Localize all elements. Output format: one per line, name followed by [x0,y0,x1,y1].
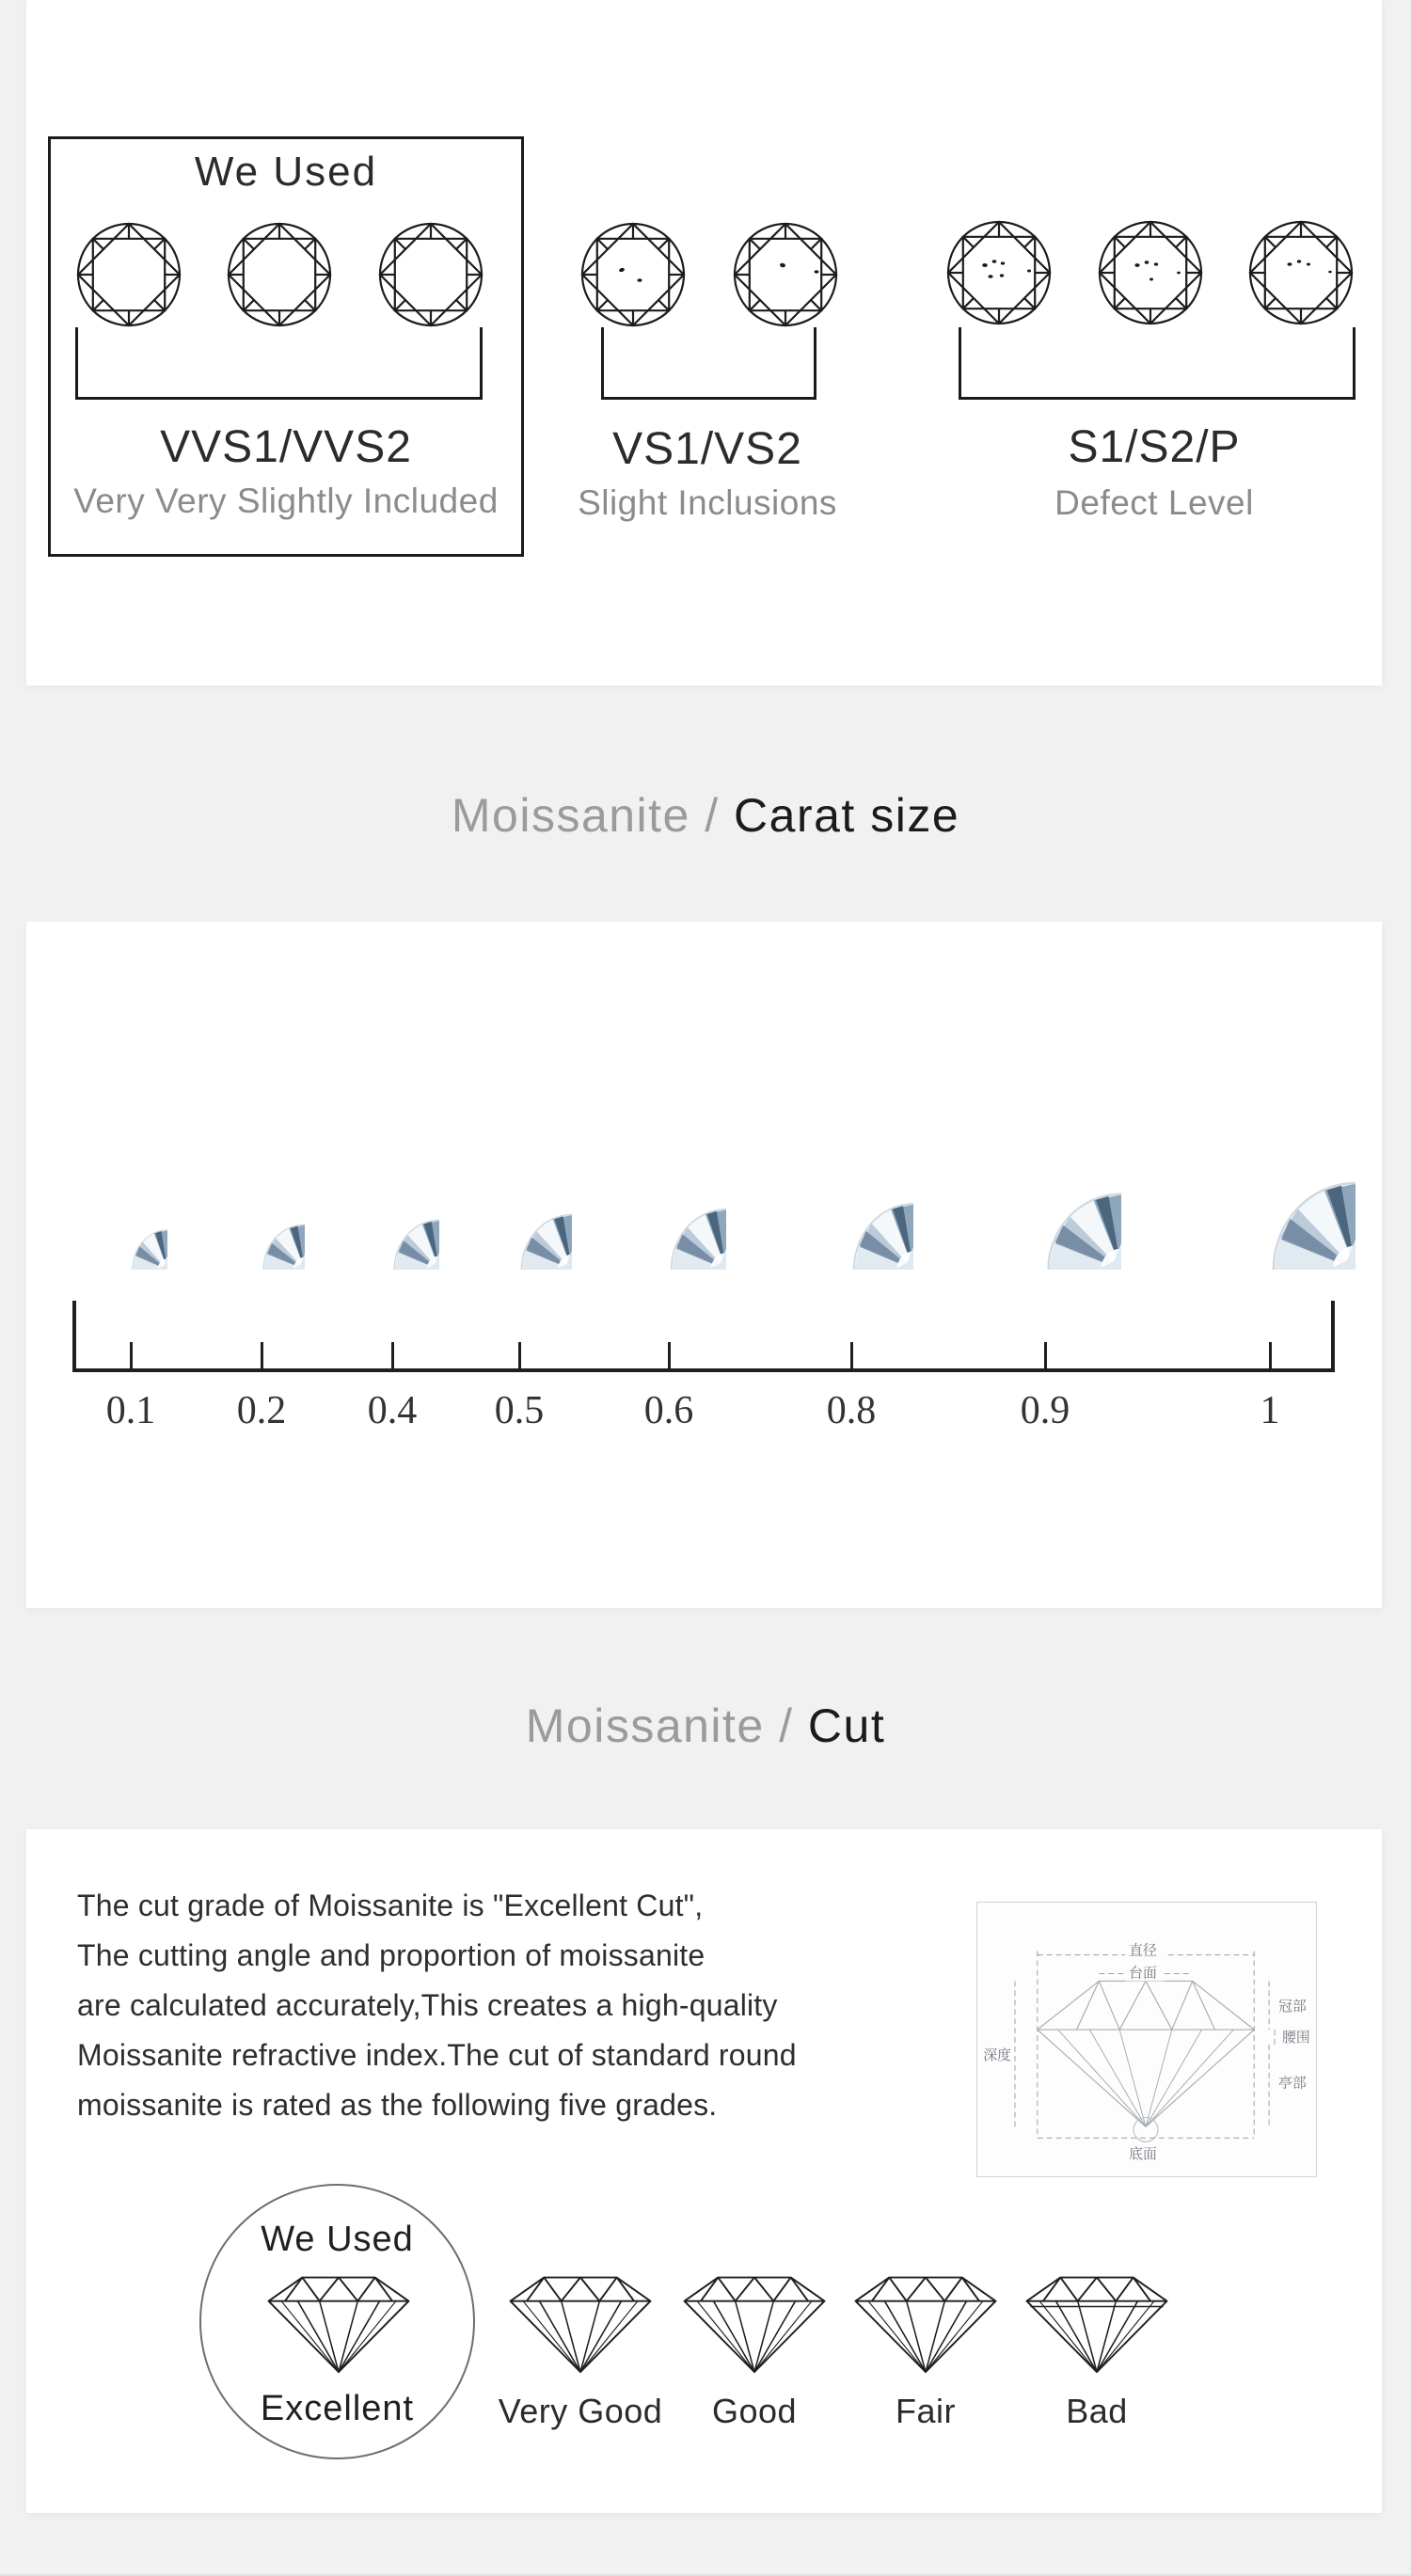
carat-ruler [72,1368,1335,1372]
ruler-end-bar [72,1301,76,1372]
cut-paragraph-line: are calculated accurately,This creates a high-quality [77,1988,778,2022]
gem-photo [218,1176,305,1270]
carat-size-label: 0.9 [1020,1389,1070,1432]
diagram-label-diameter: 直径 [1129,1943,1157,1959]
ruler-tick [668,1342,671,1368]
clarity-grade: VS1/VS2 [612,424,802,474]
diagram-label-crown: 冠部 [1278,1999,1307,2015]
section-title-text: Cut [807,1699,886,1752]
diagram-label-girdle: 腰围 [1282,2030,1310,2046]
cut-grade-label: Fair [896,2392,956,2430]
clarity-grade: S1/S2/P [1068,422,1241,472]
ruler-end-bar [1331,1301,1335,1372]
ruler-tick [1044,1342,1047,1368]
diagram-label-depth: 深度 [983,2047,1011,2063]
cut-paragraph-line: moissanite is rated as the following five grades. [77,2088,718,2122]
carat-size-label: 0.1 [105,1389,156,1432]
diamond-side-icon [500,2265,660,2376]
cut-diagram-sketch [977,1903,1316,2176]
ruler-tick [1269,1342,1272,1368]
diamond-top-icon [729,218,842,331]
carat-size-label: 0.4 [367,1389,418,1432]
carat-size-label: 0.5 [494,1389,545,1432]
ruler-tick [850,1342,853,1368]
cut-paragraph-line: The cut grade of Moissanite is "Excellent Cut", [77,1889,704,1922]
gem-photo [789,1132,913,1270]
section-title-cut [0,1699,1411,1753]
gem-photo [345,1166,439,1270]
clarity-grade: VVS1/VVS2 [160,422,412,472]
gem-photo [94,1187,167,1270]
badge-grade-label: Excellent [260,2389,415,2428]
diagram-label-culet: 底面 [1129,2147,1157,2163]
gem-photo [611,1144,726,1270]
cut-paragraph [77,1881,886,2130]
diamond-side-icon [1017,2265,1177,2376]
ruler-tick [391,1342,394,1368]
clarity-description: Slight Inclusions [578,483,837,522]
carat-size-label: 0.8 [826,1389,877,1432]
badge-we-used-label: We Used [261,2220,414,2259]
diamond-top-icon [374,218,487,331]
section-title-prefix: Moissanite / [525,1699,808,1752]
ruler-tick [518,1342,521,1368]
clarity-description: Defect Level [1054,483,1254,522]
clarity-bracket [75,327,483,400]
diamond-top-icon [72,218,185,331]
diamond-side-icon [259,2265,419,2376]
diamond-side-icon [846,2265,1006,2376]
clarity-bracket [601,327,816,400]
diamond-top-icon [223,218,336,331]
cut-grade-label: Bad [1066,2392,1128,2430]
clarity-bracket [959,327,1356,400]
we-used-label: We Used [194,149,378,195]
cut-grade-label: Good [711,2392,798,2430]
section-title-carat [0,788,1411,843]
ruler-tick [261,1342,263,1368]
section-title-text: Carat size [734,789,960,842]
cut-paragraph-line: Moissanite refractive index.The cut of standard round [77,2038,797,2072]
carat-size-label: 1 [1260,1389,1280,1432]
gem-photo [467,1155,572,1270]
gem-photo [969,1112,1121,1270]
ruler-tick [130,1342,133,1368]
diamond-side-icon [674,2265,834,2376]
diamond-top-icon [1094,216,1207,329]
diamond-top-icon [1245,216,1357,329]
carat-card [26,922,1382,1608]
diamond-top-icon [577,218,690,331]
clarity-card [26,0,1382,686]
carat-size-label: 0.6 [643,1389,694,1432]
cut-diagram [976,1902,1317,2177]
diagram-label-table: 台面 [1129,1966,1157,1982]
section-title-prefix: Moissanite / [451,789,735,842]
excellent-badge-circle [199,2184,475,2459]
diagram-label-pavilion: 亭部 [1278,2076,1307,2092]
clarity-description: Very Very Slightly Included [73,482,499,520]
cut-grade-label: Very Good [498,2392,663,2430]
diamond-top-icon [943,216,1055,329]
cut-card [26,1829,1382,2513]
carat-size-label: 0.2 [236,1389,287,1432]
gem-photo [1184,1089,1356,1270]
cut-paragraph-line: The cutting angle and proportion of moissanite [77,1938,706,1972]
